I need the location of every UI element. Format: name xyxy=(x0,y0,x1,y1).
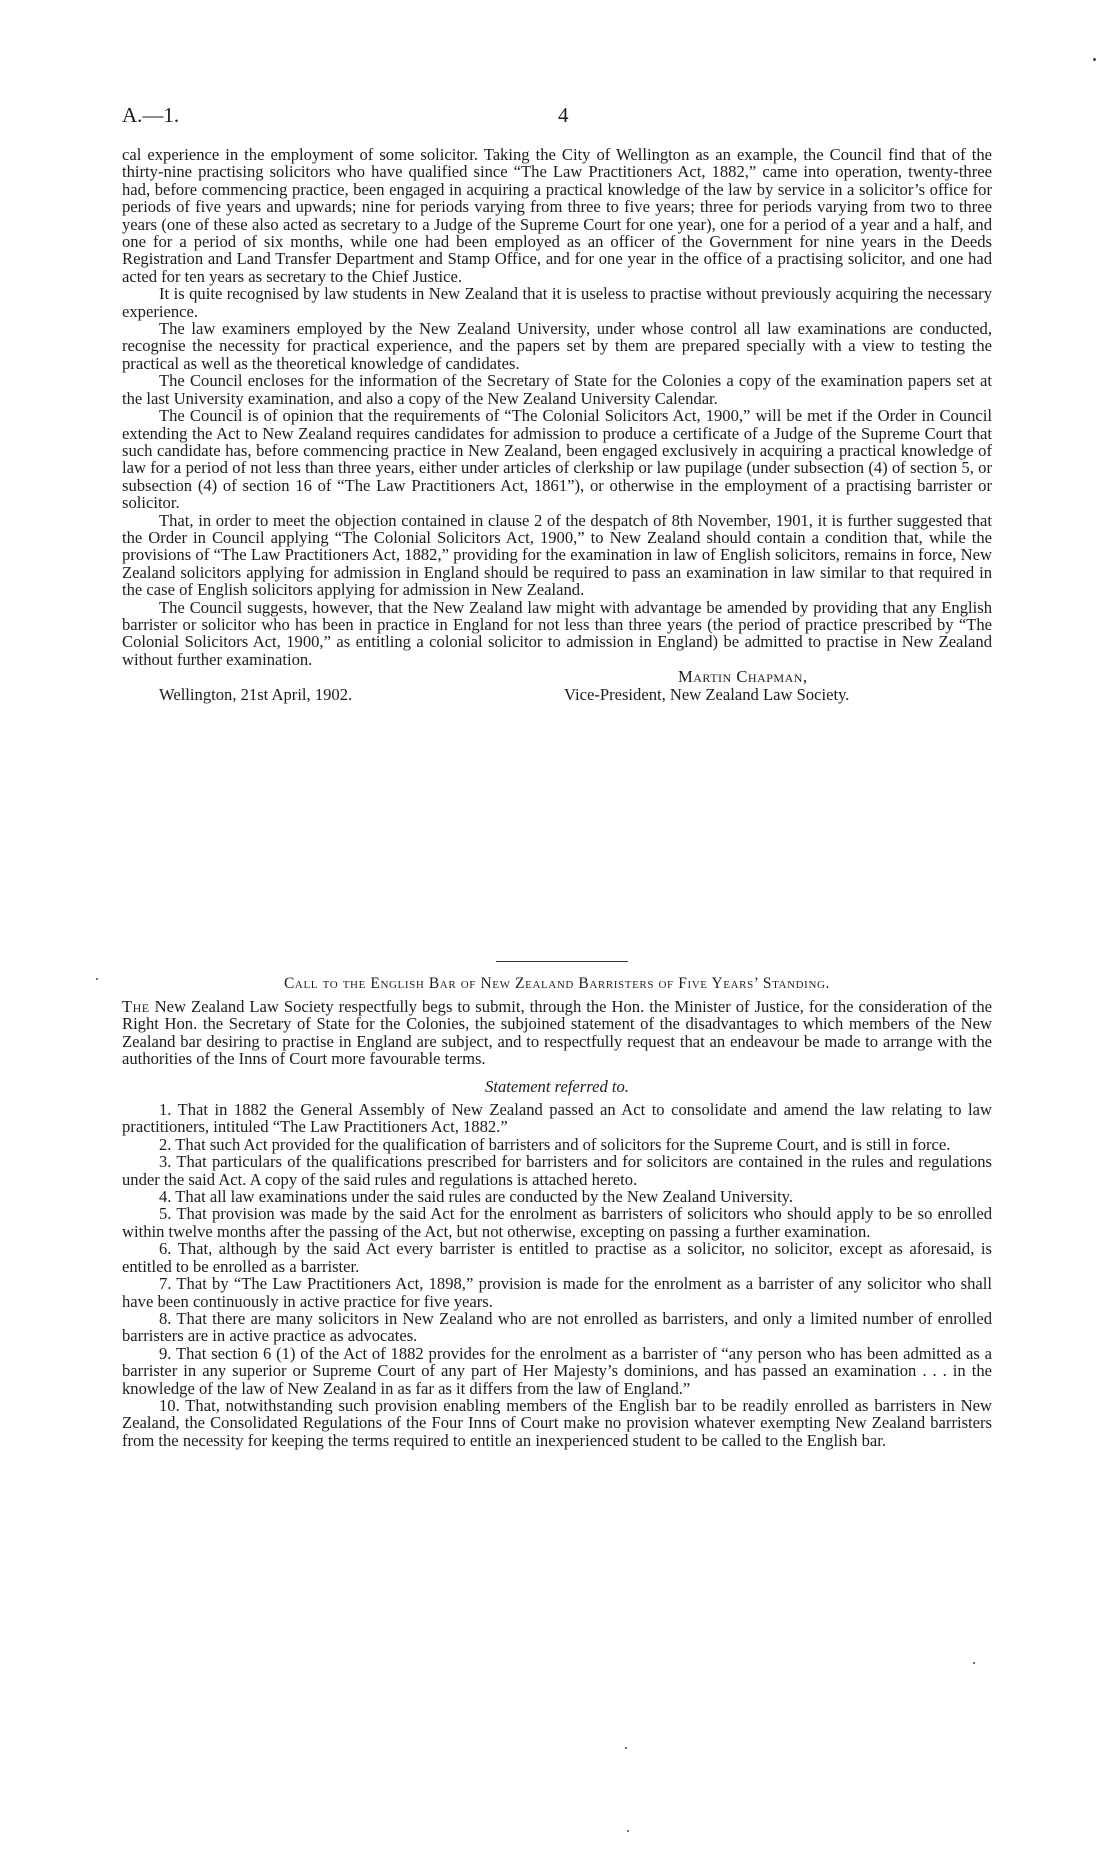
intro-paragraph xyxy=(122,998,992,1068)
list-item: 2. That such Act provided for the qualification of barristers and of solicitors for the Supreme Court, and is still in force. xyxy=(159,1134,951,1154)
document-reference: A.—1. xyxy=(122,103,180,127)
signatory-name: Martin Chapman, xyxy=(678,667,808,687)
scan-speck xyxy=(973,1662,975,1664)
page-number: 4 xyxy=(558,103,569,127)
list-item: 5. That provision was made by the said Act for the enrolment as barristers of solicitors who should apply to be so enrolled within twelve months after the passing of the Act, but not otherwise, excepting on passing a further examination. xyxy=(122,1204,992,1241)
letter-body xyxy=(122,146,992,704)
list-item: 4. That all law examinations under the said rules are conducted by the New Zealand University. xyxy=(159,1187,794,1207)
paragraph: That, in order to meet the objection contained in clause 2 of the despatch of 8th November, 1901, it is further suggested that the Order in Council applying “The Colonial Solicitors Act, 1900,” to New Zealand should contain a condition that, while the provisions of “The Law Practitioners Act, 1882,” providing for the examination in law of English solicitors, remains in force, New Zealand solicitors applying for admission in England should be required to pass an examination in law similar to that required in the case of English solicitors applying for admission in New Zealand. xyxy=(122,510,992,600)
statement-heading: Statement referred to. xyxy=(485,1076,629,1096)
signature-date: Wellington, 21st April, 1902. xyxy=(159,685,353,705)
intro-lead-word: The xyxy=(122,997,150,1016)
scan-speck xyxy=(1093,58,1096,61)
paragraph: It is quite recognised by law students in New Zealand that it is useless to practise without previously acquiring the necessary experience. xyxy=(122,284,992,321)
paragraph: The law examiners employed by the New Zealand University, under whose control all law examinations are conducted, recognise the necessity for practical experience, and the papers set by them are prepared specially with a view to testing the practical as well as the theoretical knowledge of candidates. xyxy=(122,319,992,373)
signatory-role: Vice-President, New Zealand Law Society. xyxy=(564,685,850,705)
list-item: 10. That, notwithstanding such provision enabling members of the English bar to be readily enrolled as barristers in New Zealand, the Consolidated Regulations of the Four Inns of Court make no provision whatever exempting New Zealand barristers from the necessity for keeping the terms required to entitle an inexperienced student to be called to the English bar. xyxy=(122,1395,992,1450)
signature-block xyxy=(122,668,992,704)
scan-speck xyxy=(625,1747,627,1749)
paragraph: cal experience in the employment of some solicitor. Taking the City of Wellington as an example, the Council find that of the thirty-nine practising solicitors who have qualified since “The Law Practitioners Act, 1882,” came into operation, twenty-three had, before commencing practice, been engaged in acquiring a practical knowledge of the law by service in a solicitor’s office for periods of five years and upwards; nine for periods varying from three to five years; three for periods varying from two to three years (one of these also acted as secretary to a Judge of the Supreme Court for one year), one for a period of a year and a half, and one for a period of six months, while one had been employed as an officer of the Government for nine years in the Deeds Registration and Land Transfer Department and Stamp Office, and for one year in the office of a practising solicitor, and one had acted for ten years as secretary to the Chief Justice. xyxy=(122,145,992,286)
list-item: 8. That there are many solicitors in New Zealand who are not enrolled as barristers, and only a limited number of enrolled barristers are in active practice as advocates. xyxy=(122,1308,992,1346)
list-item: 1. That in 1882 the General Assembly of New Zealand passed an Act to consolidate and amend the law relating to law practitioners, intituled “The Law Practitioners Act, 1882.” xyxy=(122,1100,992,1137)
paragraph: The Council suggests, however, that the New Zealand law might with advantage be amended by providing that any English barrister or solicitor who has been in practice in England for not less than three years (the period of practice prescribed by “The Colonial Solicitors Act, 1900,” as entitling a colonial solicitor to admission in England) be admitted to practise in New Zealand without further examination. xyxy=(122,597,992,669)
scan-speck xyxy=(627,1830,629,1832)
intro-text: New Zealand Law Society respectfully begs to submit, through the Hon. the Minister of Justice, for the consideration of the Right Hon. the Secretary of State for the Colonies, the subjoined statement of the disadvantages to which members of the New Zealand bar desiring to practise in England are subject, and to respectfully request that an endeavour be made to arrange with the authorities of the Inns of Court more favourable terms. xyxy=(122,997,992,1069)
page-header xyxy=(122,103,992,129)
paragraph: The Council encloses for the information of the Secretary of State for the Colonies a copy of the examination papers set at the last University examination, and also a copy of the New Zealand University Calendar. xyxy=(122,371,992,408)
section-divider xyxy=(496,961,628,962)
list-item: 9. That section 6 (1) of the Act of 1882 provides for the enrolment as a barrister of “any person who has been admitted as a barrister in any superior or Supreme Court of any part of Her Majesty’s dominions, and has passed an examination . . . in the knowledge of the law of New Zealand in as far as it differs from the law of England.” xyxy=(122,1343,992,1398)
section-heading: Call to the English Bar of New Zealand Barristers of Five Years’ Standing. xyxy=(283,975,831,992)
paragraph: The Council is of opinion that the requirements of “The Colonial Solicitors Act, 1900,” will be met if the Order in Council extending the Act to New Zealand requires candidates for admission to produce a certificate of a Judge of the Supreme Court that such candidate has, before commencing practice in New Zealand, been engaged exclusively in acquiring a practical knowledge of law for a period of not less than three years, either under articles of clerkship or law pupilage (under subsection (4) of section 5, or subsection (4) of section 16 of “The Law Practitioners Act, 1861”), or otherwise in the employment of a practising barrister or solicitor. xyxy=(122,406,992,513)
scan-speck xyxy=(96,978,98,980)
statement-body xyxy=(122,998,992,1449)
list-item: 3. That particulars of the qualifications prescribed for barristers and for solicitors are contained in the rules and regulations under the said Act. A copy of the said rules and regulations is attached hereto. xyxy=(122,1152,992,1189)
list-item: 7. That by “The Law Practitioners Act, 1898,” provision is made for the enrolment as a barrister of any solicitor who shall have been continuously in active practice for five years. xyxy=(122,1274,992,1311)
list-item: 6. That, although by the said Act every barrister is entitled to practise as a solicitor, no solicitor, except as aforesaid, is entitled to be enrolled as a barrister. xyxy=(122,1239,992,1276)
